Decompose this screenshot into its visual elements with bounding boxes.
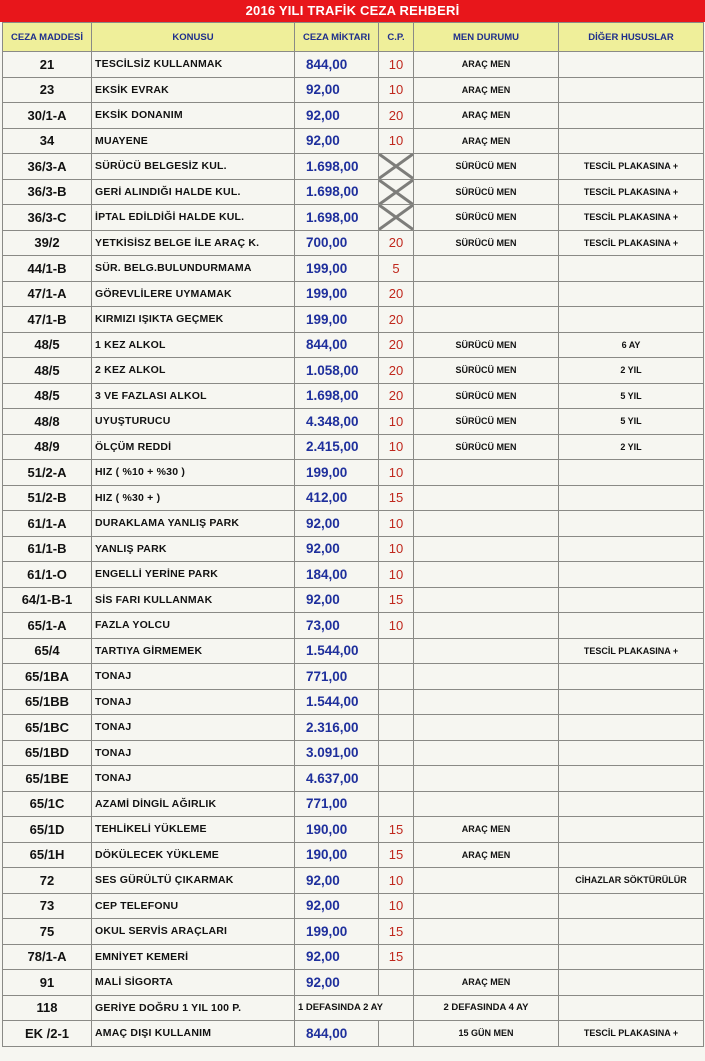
cell-men: SÜRÜCÜ MEN bbox=[414, 409, 559, 435]
cell-topic: İPTAL EDİLDİĞİ HALDE KUL. bbox=[92, 205, 295, 231]
cell-article: 118 bbox=[3, 995, 92, 1021]
cell-topic: SES GÜRÜLTÜ ÇIKARMAK bbox=[92, 868, 295, 894]
cell-article: 47/1-A bbox=[3, 281, 92, 307]
cell-amount: 844,00 bbox=[295, 52, 379, 78]
cell-topic: EKSİK DONANIM bbox=[92, 103, 295, 129]
cell-cp: 20 bbox=[379, 307, 414, 333]
cell-amount: 92,00 bbox=[295, 970, 379, 996]
table-row bbox=[3, 205, 704, 231]
table-row bbox=[3, 358, 704, 384]
cell-men bbox=[414, 868, 559, 894]
cell-other bbox=[559, 103, 704, 129]
cell-amount: 190,00 bbox=[295, 817, 379, 843]
cell-topic: YANLIŞ PARK bbox=[92, 536, 295, 562]
cell-second-offense: 2 DEFASINDA 4 AY bbox=[414, 995, 559, 1021]
table-row bbox=[3, 536, 704, 562]
cell-cp: 15 bbox=[379, 485, 414, 511]
cell-men bbox=[414, 562, 559, 588]
cell-article: 91 bbox=[3, 970, 92, 996]
table-row bbox=[3, 179, 704, 205]
cell-other: TESCİL PLAKASINA + bbox=[559, 205, 704, 231]
cell-article: 64/1-B-1 bbox=[3, 587, 92, 613]
table-row bbox=[3, 256, 704, 282]
table-row bbox=[3, 307, 704, 333]
cell-article: 65/1BD bbox=[3, 740, 92, 766]
table-row bbox=[3, 715, 704, 741]
header-amount: CEZA MİKTARI bbox=[295, 23, 379, 52]
cell-other bbox=[559, 944, 704, 970]
cell-topic: MUAYENE bbox=[92, 128, 295, 154]
cell-cp bbox=[379, 638, 414, 664]
cell-amount: 3.091,00 bbox=[295, 740, 379, 766]
cell-other bbox=[559, 307, 704, 333]
table-row bbox=[3, 52, 704, 78]
cell-other: TESCİL PLAKASINA + bbox=[559, 179, 704, 205]
cell-other bbox=[559, 689, 704, 715]
cell-men bbox=[414, 715, 559, 741]
cell-article: EK /2-1 bbox=[3, 1021, 92, 1047]
cell-topic: TONAJ bbox=[92, 689, 295, 715]
cell-article: 44/1-B bbox=[3, 256, 92, 282]
cell-other bbox=[559, 562, 704, 588]
cell-amount: 190,00 bbox=[295, 842, 379, 868]
table-row bbox=[3, 970, 704, 996]
cell-cp bbox=[379, 715, 414, 741]
cell-other bbox=[559, 485, 704, 511]
cell-first-offense: 1 DEFASINDA 2 AY bbox=[295, 995, 414, 1021]
cell-other bbox=[559, 791, 704, 817]
cell-men: SÜRÜCÜ MEN bbox=[414, 230, 559, 256]
cell-cp bbox=[379, 179, 414, 205]
table-row bbox=[3, 842, 704, 868]
table-row bbox=[3, 103, 704, 129]
cell-other bbox=[559, 740, 704, 766]
cell-men bbox=[414, 689, 559, 715]
cell-cp: 10 bbox=[379, 536, 414, 562]
cell-topic: SİS FARI KULLANMAK bbox=[92, 587, 295, 613]
cell-other: TESCİL PLAKASINA + bbox=[559, 154, 704, 180]
cell-topic: TONAJ bbox=[92, 766, 295, 792]
cell-topic: KIRMIZI IŞIKTA GEÇMEK bbox=[92, 307, 295, 333]
cell-men: 15 GÜN MEN bbox=[414, 1021, 559, 1047]
cell-amount: 1.698,00 bbox=[295, 205, 379, 231]
cell-men bbox=[414, 791, 559, 817]
cell-topic: ENGELLİ YERİNE PARK bbox=[92, 562, 295, 588]
cell-article: 51/2-B bbox=[3, 485, 92, 511]
cell-cp bbox=[379, 205, 414, 231]
cell-topic: GÖREVLİLERE UYMAMAK bbox=[92, 281, 295, 307]
cell-amount: 1.698,00 bbox=[295, 179, 379, 205]
cell-men: ARAÇ MEN bbox=[414, 77, 559, 103]
last-row bbox=[3, 1021, 704, 1047]
cell-topic: CEP TELEFONU bbox=[92, 893, 295, 919]
cell-other bbox=[559, 970, 704, 996]
cell-topic: TESCİLSİZ KULLANMAK bbox=[92, 52, 295, 78]
cell-other bbox=[559, 613, 704, 639]
table-row bbox=[3, 613, 704, 639]
cell-article: 30/1-A bbox=[3, 103, 92, 129]
cell-other: 5 YIL bbox=[559, 383, 704, 409]
cell-men: ARAÇ MEN bbox=[414, 103, 559, 129]
cell-other bbox=[559, 52, 704, 78]
table-row bbox=[3, 460, 704, 486]
cell-amount: 412,00 bbox=[295, 485, 379, 511]
cell-article: 78/1-A bbox=[3, 944, 92, 970]
cell-topic: 3 VE FAZLASI ALKOL bbox=[92, 383, 295, 409]
cell-cp: 10 bbox=[379, 511, 414, 537]
cell-other bbox=[559, 536, 704, 562]
cell-amount: 199,00 bbox=[295, 281, 379, 307]
cell-article: 48/5 bbox=[3, 358, 92, 384]
cell-cp bbox=[379, 766, 414, 792]
table-row bbox=[3, 944, 704, 970]
cell-article: 65/1BA bbox=[3, 664, 92, 690]
crossed-out-mark bbox=[379, 180, 413, 205]
cell-amount: 92,00 bbox=[295, 868, 379, 894]
table-row bbox=[3, 230, 704, 256]
cell-amount: 1.544,00 bbox=[295, 638, 379, 664]
table-row bbox=[3, 77, 704, 103]
cell-cp: 15 bbox=[379, 919, 414, 945]
cell-amount: 92,00 bbox=[295, 103, 379, 129]
cell-article: 34 bbox=[3, 128, 92, 154]
cell-topic: AMAÇ DIŞI KULLANIM bbox=[92, 1021, 295, 1047]
cell-other bbox=[559, 919, 704, 945]
cell-men bbox=[414, 638, 559, 664]
cell-cp bbox=[379, 689, 414, 715]
cell-other bbox=[559, 460, 704, 486]
cell-article: 61/1-B bbox=[3, 536, 92, 562]
cell-other: 5 YIL bbox=[559, 409, 704, 435]
table-row bbox=[3, 128, 704, 154]
cell-men: SÜRÜCÜ MEN bbox=[414, 154, 559, 180]
cell-other: TESCİL PLAKASINA + bbox=[559, 230, 704, 256]
cell-topic: MALİ SİGORTA bbox=[92, 970, 295, 996]
cell-topic: 1 KEZ ALKOL bbox=[92, 332, 295, 358]
cell-article: 65/1-A bbox=[3, 613, 92, 639]
cell-other bbox=[559, 893, 704, 919]
cell-other bbox=[559, 715, 704, 741]
cell-other bbox=[559, 587, 704, 613]
cell-men bbox=[414, 587, 559, 613]
cell-topic: DÖKÜLECEK YÜKLEME bbox=[92, 842, 295, 868]
table-row bbox=[3, 332, 704, 358]
cell-cp: 20 bbox=[379, 332, 414, 358]
cell-article: 65/1BE bbox=[3, 766, 92, 792]
cell-cp: 10 bbox=[379, 409, 414, 435]
cell-other: TESCİL PLAKASINA + bbox=[559, 1021, 704, 1047]
cell-article: 47/1-B bbox=[3, 307, 92, 333]
table-row bbox=[3, 562, 704, 588]
table-header-row bbox=[3, 23, 704, 52]
cell-cp: 20 bbox=[379, 281, 414, 307]
page-title: 2016 YILI TRAFİK CEZA REHBERİ bbox=[0, 0, 705, 22]
table-row bbox=[3, 817, 704, 843]
cell-article: 36/3-A bbox=[3, 154, 92, 180]
cell-men: SÜRÜCÜ MEN bbox=[414, 332, 559, 358]
cell-other bbox=[559, 766, 704, 792]
cell-cp: 10 bbox=[379, 77, 414, 103]
crossed-out-mark bbox=[379, 205, 413, 230]
cell-topic: GERİYE DOĞRU 1 YIL 100 P. bbox=[92, 995, 295, 1021]
cell-men bbox=[414, 893, 559, 919]
cell-amount: 1.698,00 bbox=[295, 383, 379, 409]
cell-topic: OKUL SERVİS ARAÇLARI bbox=[92, 919, 295, 945]
cell-topic: YETKİSİSZ BELGE İLE ARAÇ K. bbox=[92, 230, 295, 256]
cell-men: SÜRÜCÜ MEN bbox=[414, 205, 559, 231]
cell-amount: 771,00 bbox=[295, 791, 379, 817]
cell-amount: 199,00 bbox=[295, 460, 379, 486]
cell-article: 73 bbox=[3, 893, 92, 919]
cell-other bbox=[559, 842, 704, 868]
cell-men bbox=[414, 460, 559, 486]
cell-article: 65/1D bbox=[3, 817, 92, 843]
cell-cp: 10 bbox=[379, 868, 414, 894]
cell-men: SÜRÜCÜ MEN bbox=[414, 434, 559, 460]
cell-amount: 2.415,00 bbox=[295, 434, 379, 460]
cell-cp: 15 bbox=[379, 842, 414, 868]
cell-topic: TARTIYA GİRMEMEK bbox=[92, 638, 295, 664]
cell-amount: 199,00 bbox=[295, 256, 379, 282]
cell-other: TESCİL PLAKASINA + bbox=[559, 638, 704, 664]
table-row bbox=[3, 868, 704, 894]
cell-men: SÜRÜCÜ MEN bbox=[414, 358, 559, 384]
cell-article: 61/1-A bbox=[3, 511, 92, 537]
cell-men bbox=[414, 919, 559, 945]
cell-amount: 199,00 bbox=[295, 919, 379, 945]
table-row bbox=[3, 434, 704, 460]
table-row bbox=[3, 409, 704, 435]
cell-cp bbox=[379, 664, 414, 690]
cell-topic: AZAMİ DİNGİL AĞIRLIK bbox=[92, 791, 295, 817]
cell-article: 36/3-B bbox=[3, 179, 92, 205]
cell-topic: TONAJ bbox=[92, 715, 295, 741]
cell-other bbox=[559, 281, 704, 307]
cell-men: ARAÇ MEN bbox=[414, 842, 559, 868]
cell-amount: 2.316,00 bbox=[295, 715, 379, 741]
cell-article: 39/2 bbox=[3, 230, 92, 256]
cell-amount: 700,00 bbox=[295, 230, 379, 256]
cell-amount: 844,00 bbox=[295, 1021, 379, 1047]
cell-cp: 15 bbox=[379, 944, 414, 970]
table-row bbox=[3, 766, 704, 792]
cell-article: 65/1C bbox=[3, 791, 92, 817]
cell-topic: GERİ ALINDIĞI HALDE KUL. bbox=[92, 179, 295, 205]
cell-article: 51/2-A bbox=[3, 460, 92, 486]
cell-men: ARAÇ MEN bbox=[414, 128, 559, 154]
cell-amount: 1.544,00 bbox=[295, 689, 379, 715]
cell-topic: EMNİYET KEMERİ bbox=[92, 944, 295, 970]
cell-topic: HIZ ( %30 + ) bbox=[92, 485, 295, 511]
header-cp: C.P. bbox=[379, 23, 414, 52]
table-row bbox=[3, 511, 704, 537]
cell-amount: 199,00 bbox=[295, 307, 379, 333]
cell-article: 61/1-O bbox=[3, 562, 92, 588]
cell-article: 23 bbox=[3, 77, 92, 103]
cell-amount: 92,00 bbox=[295, 536, 379, 562]
fine-table bbox=[2, 22, 704, 1047]
cell-topic: 2 KEZ ALKOL bbox=[92, 358, 295, 384]
cell-cp: 20 bbox=[379, 358, 414, 384]
cell-article: 36/3-C bbox=[3, 205, 92, 231]
cell-other: CİHAZLAR SÖKTÜRÜLÜR bbox=[559, 868, 704, 894]
cell-other bbox=[559, 256, 704, 282]
cell-cp: 20 bbox=[379, 383, 414, 409]
table-row bbox=[3, 154, 704, 180]
cell-men bbox=[414, 766, 559, 792]
cell-cp: 5 bbox=[379, 256, 414, 282]
table-row bbox=[3, 791, 704, 817]
table-row bbox=[3, 919, 704, 945]
cell-article: 65/4 bbox=[3, 638, 92, 664]
crossed-out-mark bbox=[379, 154, 413, 179]
cell-topic: TONAJ bbox=[92, 740, 295, 766]
cell-topic: EKSİK EVRAK bbox=[92, 77, 295, 103]
table-row bbox=[3, 638, 704, 664]
cell-other: 2 YIL bbox=[559, 434, 704, 460]
cell-men bbox=[414, 664, 559, 690]
cell-article: 48/5 bbox=[3, 383, 92, 409]
cell-cp bbox=[379, 154, 414, 180]
cell-article: 75 bbox=[3, 919, 92, 945]
cell-men bbox=[414, 613, 559, 639]
cell-other: 2 YIL bbox=[559, 358, 704, 384]
cell-article: 65/1BC bbox=[3, 715, 92, 741]
cell-cp: 10 bbox=[379, 613, 414, 639]
cell-amount: 1.058,00 bbox=[295, 358, 379, 384]
cell-article: 72 bbox=[3, 868, 92, 894]
cell-men bbox=[414, 307, 559, 333]
cell-amount: 771,00 bbox=[295, 664, 379, 690]
cell-cp: 10 bbox=[379, 460, 414, 486]
table-body bbox=[3, 52, 704, 1047]
cell-men bbox=[414, 281, 559, 307]
table-row bbox=[3, 893, 704, 919]
cell-other bbox=[559, 77, 704, 103]
cell-cp: 10 bbox=[379, 893, 414, 919]
cell-cp: 20 bbox=[379, 230, 414, 256]
cell-cp bbox=[379, 970, 414, 996]
cell-topic: FAZLA YOLCU bbox=[92, 613, 295, 639]
cell-topic: HIZ ( %10 + %30 ) bbox=[92, 460, 295, 486]
cell-amount: 184,00 bbox=[295, 562, 379, 588]
cell-men bbox=[414, 511, 559, 537]
cell-cp: 15 bbox=[379, 817, 414, 843]
header-topic: KONUSU bbox=[92, 23, 295, 52]
cell-amount: 92,00 bbox=[295, 77, 379, 103]
table-row bbox=[3, 383, 704, 409]
cell-amount: 4.637,00 bbox=[295, 766, 379, 792]
cell-cp bbox=[379, 740, 414, 766]
cell-article: 21 bbox=[3, 52, 92, 78]
cell-cp bbox=[379, 1021, 414, 1047]
cell-cp: 10 bbox=[379, 562, 414, 588]
table-row bbox=[3, 587, 704, 613]
cell-topic: UYUŞTURUCU bbox=[92, 409, 295, 435]
cell-amount: 1.698,00 bbox=[295, 154, 379, 180]
cell-men: ARAÇ MEN bbox=[414, 52, 559, 78]
cell-cp: 20 bbox=[379, 103, 414, 129]
table-row bbox=[3, 664, 704, 690]
cell-other bbox=[559, 511, 704, 537]
cell-men: ARAÇ MEN bbox=[414, 817, 559, 843]
cell-amount: 92,00 bbox=[295, 128, 379, 154]
cell-article: 48/8 bbox=[3, 409, 92, 435]
header-other: DİĞER HUSUSLAR bbox=[559, 23, 704, 52]
cell-topic: TONAJ bbox=[92, 664, 295, 690]
cell-men: SÜRÜCÜ MEN bbox=[414, 383, 559, 409]
cell-topic: SÜRÜCÜ BELGESİZ KUL. bbox=[92, 154, 295, 180]
table-row bbox=[3, 740, 704, 766]
cell-other bbox=[559, 817, 704, 843]
cell-other bbox=[559, 995, 704, 1021]
cell-men bbox=[414, 944, 559, 970]
header-article: CEZA MADDESİ bbox=[3, 23, 92, 52]
header-men: MEN DURUMU bbox=[414, 23, 559, 52]
cell-cp: 15 bbox=[379, 587, 414, 613]
cell-amount: 73,00 bbox=[295, 613, 379, 639]
cell-topic: ÖLÇÜM REDDİ bbox=[92, 434, 295, 460]
cell-other bbox=[559, 664, 704, 690]
cell-article: 65/1BB bbox=[3, 689, 92, 715]
table-row bbox=[3, 281, 704, 307]
cell-topic: SÜR. BELG.BULUNDURMAMA bbox=[92, 256, 295, 282]
cell-cp bbox=[379, 791, 414, 817]
cell-cp: 10 bbox=[379, 52, 414, 78]
cell-amount: 92,00 bbox=[295, 893, 379, 919]
cell-amount: 92,00 bbox=[295, 587, 379, 613]
cell-amount: 844,00 bbox=[295, 332, 379, 358]
table-row bbox=[3, 485, 704, 511]
cell-men bbox=[414, 256, 559, 282]
cell-other: 6 AY bbox=[559, 332, 704, 358]
cell-cp: 10 bbox=[379, 128, 414, 154]
cell-men: SÜRÜCÜ MEN bbox=[414, 179, 559, 205]
table-row bbox=[3, 689, 704, 715]
cell-article: 48/9 bbox=[3, 434, 92, 460]
cell-men bbox=[414, 536, 559, 562]
cell-men bbox=[414, 485, 559, 511]
cell-topic: DURAKLAMA YANLIŞ PARK bbox=[92, 511, 295, 537]
cell-amount: 92,00 bbox=[295, 944, 379, 970]
cell-article: 65/1H bbox=[3, 842, 92, 868]
cell-article: 48/5 bbox=[3, 332, 92, 358]
cell-other bbox=[559, 128, 704, 154]
cell-men bbox=[414, 740, 559, 766]
cell-men: ARAÇ MEN bbox=[414, 970, 559, 996]
cell-cp: 10 bbox=[379, 434, 414, 460]
cell-amount: 92,00 bbox=[295, 511, 379, 537]
cell-amount: 4.348,00 bbox=[295, 409, 379, 435]
cell-topic: TEHLİKELİ YÜKLEME bbox=[92, 817, 295, 843]
special-row bbox=[3, 995, 704, 1021]
